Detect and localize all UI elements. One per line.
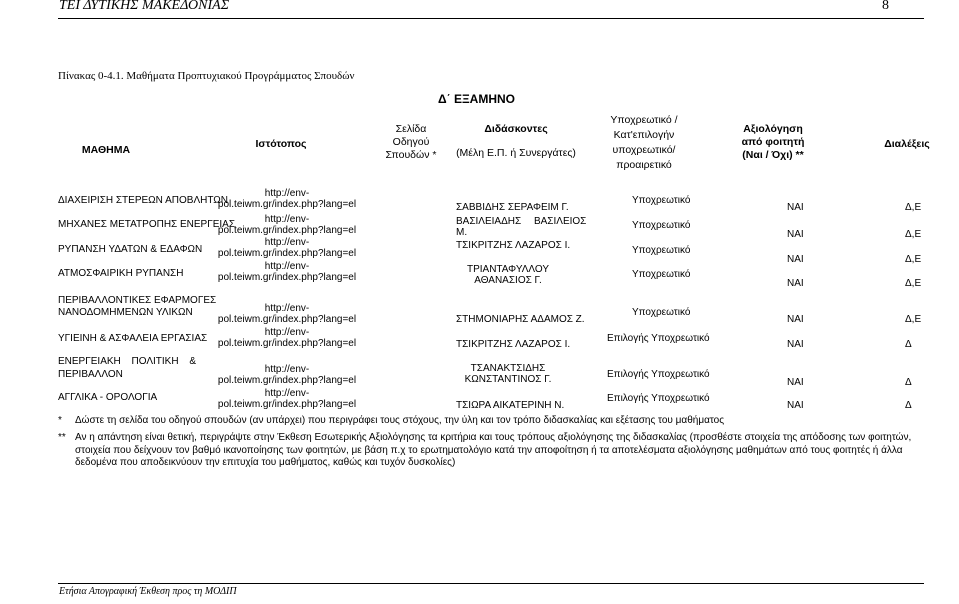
table-row-lectures: Δ,Ε — [905, 254, 922, 265]
table-row-website — [212, 327, 362, 349]
col-header-course: ΜΑΘΗΜΑ — [81, 144, 131, 156]
table-row-type: Υποχρεωτικό — [632, 269, 691, 280]
header-rule — [58, 18, 924, 19]
footnote-text: Δώστε τη σελίδα του οδηγού σπουδών (αν υπάρχει) που περιγράφει τους στόχους, την ύλη και τον τρόπο διδασκαλίας και εξέτασης του μαθήματος — [75, 415, 725, 426]
table-row-instructor: ΤΣΙΩΡΑ ΑΙΚΑΤΕΡΙΝΗ Ν. — [456, 400, 565, 411]
table-row-course — [58, 295, 217, 319]
website-line: pol.teiwm.gr/index.php?lang=el — [217, 199, 357, 210]
table-row-evaluation: ΝΑΙ — [787, 229, 804, 240]
instructor-line: ΑΘΑΝΑΣΙΟΣ Γ. — [474, 275, 542, 286]
col-header-website: Ιστότοπος — [255, 138, 307, 150]
instructor-line: ΤΡΙΑΝΤΑΦΥΛΛΟΥ — [466, 264, 550, 275]
table-caption: Πίνακας 0-4.1. Μαθήματα Προπτυχιακού Προγράμματος Σπουδών — [58, 70, 355, 82]
website-line: http://env- — [264, 188, 310, 199]
table-row-type: Υποχρεωτικό — [632, 220, 691, 231]
table-row-course: ΑΤΜΟΣΦΑΙΡΙΚΗ ΡΥΠΑΝΣΗ — [58, 268, 184, 279]
table-row-course: ΑΓΓΛΙΚΑ - ΟΡΟΛΟΓΙΑ — [58, 392, 158, 403]
table-row-course: ΥΓΙΕΙΝΗ & ΑΣΦΑΛΕΙΑ ΕΡΓΑΣΙΑΣ — [58, 333, 208, 344]
website-line: pol.teiwm.gr/index.php?lang=el — [217, 225, 357, 236]
table-row-evaluation: ΝΑΙ — [787, 400, 804, 411]
table-row-instructor: ΤΣΙΚΡΙΤΖΗΣ ΛΑΖΑΡΟΣ Ι. — [456, 339, 571, 350]
running-header-title: ΤΕΙ ΔΥΤΙΚΗΣ ΜΑΚΕΔΟΝΙΑΣ — [59, 0, 230, 13]
instructor-line: Μ. — [456, 227, 468, 238]
table-row-lectures: Δ — [905, 400, 912, 411]
table-row-type: Επιλογής Υποχρεωτικό — [607, 333, 710, 344]
instructor-line: ΒΑΣΙΛΕΙΑΔΗΣ ΒΑΣΙΛΕΙΟΣ — [456, 216, 587, 227]
table-row-course: ΡΥΠΑΝΣΗ ΥΔΑΤΩΝ & ΕΔΑΦΩΝ — [58, 244, 203, 255]
instructor-line: ΚΩΝΣΤΑΝΤΙΝΟΣ Γ. — [464, 374, 552, 385]
table-row-type: Επιλογής Υποχρεωτικό — [607, 369, 710, 380]
col-header-instructors-line: (Μέλη Ε.Π. ή Συνεργάτες) — [456, 147, 576, 159]
table-row-instructor: ΣΤΗΜΟΝΙΑΡΗΣ ΑΔΑΜΟΣ Ζ. — [456, 314, 585, 325]
col-header-type-line: Κατ'επιλογήν — [613, 129, 675, 141]
course-line: ΠΕΡΙΒΑΛΛΟΝ — [58, 369, 123, 380]
course-line: ΝΑΝΟΔΟΜΗΜΕΝΩΝ ΥΛΙΚΩΝ — [58, 307, 193, 318]
table-row-website — [212, 237, 362, 259]
website-line: pol.teiwm.gr/index.php?lang=el — [217, 399, 357, 410]
table-row-type: Υποχρεωτικό — [632, 195, 691, 206]
website-line: http://env- — [264, 303, 310, 314]
semester-title: Δ΄ ΕΞΑΜΗΝΟ — [438, 92, 516, 106]
page-number: 8 — [882, 0, 889, 13]
table-row-evaluation: ΝΑΙ — [787, 339, 804, 350]
table-row-evaluation: ΝΑΙ — [787, 314, 804, 325]
table-row-instructor — [436, 264, 580, 286]
website-line: http://env- — [264, 364, 310, 375]
col-header-instructors — [436, 123, 596, 160]
col-header-evaluation-line: Αξιολόγηση — [743, 123, 803, 135]
table-row-course: ΔΙΑΧΕΙΡΙΣΗ ΣΤΕΡΕΩΝ ΑΠΟΒΛΗΤΩΝ — [58, 195, 228, 206]
table-row-lectures: Δ,Ε — [905, 278, 922, 289]
col-header-guide-page-line: Οδηγού — [392, 136, 430, 148]
website-line: pol.teiwm.gr/index.php?lang=el — [217, 248, 357, 259]
footer-rule — [58, 583, 924, 584]
col-header-lectures: Διαλέξεις — [884, 138, 930, 150]
table-row-evaluation: ΝΑΙ — [787, 254, 804, 265]
instructor-line: ΤΣΑΝΑΚΤΣΙΔΗΣ — [470, 363, 546, 374]
website-line: http://env- — [264, 327, 310, 338]
table-row-evaluation: ΝΑΙ — [787, 278, 804, 289]
website-line: http://env- — [264, 388, 310, 399]
table-row-type: Υποχρεωτικό — [632, 245, 691, 256]
website-line: http://env- — [264, 237, 310, 248]
footnote-text: Αν η απάντηση είναι θετική, περιγράψτε στην Έκθεση Εσωτερικής Αξιολόγησης τα κριτήρια και τους τρόπους αξιολόγησης της διδασκαλίας (προσθέστε στοιχεία της απόδοσης των φοιτητών, στοιχεία που δείχνουν τον βαθμό ικανοποίησης των φοιτητών, με βάση π.χ το ερωτηματολόγιο κατά την αποφοίτηση ή τα αποτελέσματα αξιολόγησης μαθημάτων από τους φοιτητές ή άλλα δεδομένα που αποδεικνύουν την επιτυχία του μαθήματος, καθώς και τυχόν δυσκολίες) — [75, 432, 912, 468]
table-row-evaluation: ΝΑΙ — [787, 377, 804, 388]
table-row-website — [212, 188, 362, 210]
table-row-website — [212, 388, 362, 410]
course-line: ΕΝΕΡΓΕΙΑΚΗ ΠΟΛΙΤΙΚΗ & — [58, 356, 196, 367]
table-row-website — [212, 303, 362, 325]
col-header-instructors-line: Διδάσκοντες — [484, 123, 548, 135]
table-row-lectures: Δ — [905, 339, 912, 350]
website-line: pol.teiwm.gr/index.php?lang=el — [217, 272, 357, 283]
website-line: http://env- — [264, 214, 310, 225]
col-header-type — [594, 113, 694, 173]
col-header-evaluation-line: (Ναι / Όχι) ** — [742, 149, 804, 161]
col-header-guide-page-line: Σελίδα — [395, 123, 427, 135]
course-line: ΠΕΡΙΒΑΛΛΟΝΤΙΚΕΣ ΕΦΑΡΜΟΓΕΣ — [58, 295, 217, 306]
table-row-type: Επιλογής Υποχρεωτικό — [607, 393, 710, 404]
table-row-instructor: ΤΣΙΚΡΙΤΖΗΣ ΛΑΖΑΡΟΣ Ι. — [456, 240, 571, 251]
table-row-website — [212, 364, 362, 386]
table-row-website — [212, 261, 362, 283]
col-header-type-line: Υποχρεωτικό / — [610, 114, 678, 126]
col-header-type-line: υποχρεωτικό/ — [612, 144, 676, 156]
table-row-instructor: ΣΑΒΒΙΔΗΣ ΣΕΡΑΦΕΙΜ Γ. — [456, 202, 569, 213]
col-header-type-line: προαιρετικό — [616, 159, 672, 171]
footnote-mark: * — [58, 415, 62, 426]
website-line: pol.teiwm.gr/index.php?lang=el — [217, 375, 357, 386]
table-row-instructor — [436, 363, 580, 385]
table-row-lectures: Δ — [905, 377, 912, 388]
table-row-course: ΜΗΧΑΝΕΣ ΜΕΤΑΤΡΟΠΗΣ ΕΝΕΡΓΕΙΑΣ — [58, 219, 236, 230]
col-header-guide-page-line: Σπουδών * — [385, 149, 437, 161]
website-line: pol.teiwm.gr/index.php?lang=el — [217, 314, 357, 325]
table-row-lectures: Δ,Ε — [905, 202, 922, 213]
table-row-lectures: Δ,Ε — [905, 314, 922, 325]
website-line: pol.teiwm.gr/index.php?lang=el — [217, 338, 357, 349]
table-row-lectures: Δ,Ε — [905, 229, 922, 240]
col-header-evaluation-line: από φοιτητή — [741, 136, 805, 148]
page-footer: Ετήσια Απογραφική Έκθεση προς τη ΜΟΔΙΠ — [59, 586, 237, 597]
footnote-mark: ** — [58, 432, 66, 443]
table-row-evaluation: ΝΑΙ — [787, 202, 804, 213]
col-header-evaluation — [721, 123, 825, 162]
table-row-type: Υποχρεωτικό — [632, 307, 691, 318]
website-line: http://env- — [264, 261, 310, 272]
table-row-course — [58, 355, 196, 381]
table-row-instructor — [456, 216, 586, 238]
table-row-website — [212, 214, 362, 236]
